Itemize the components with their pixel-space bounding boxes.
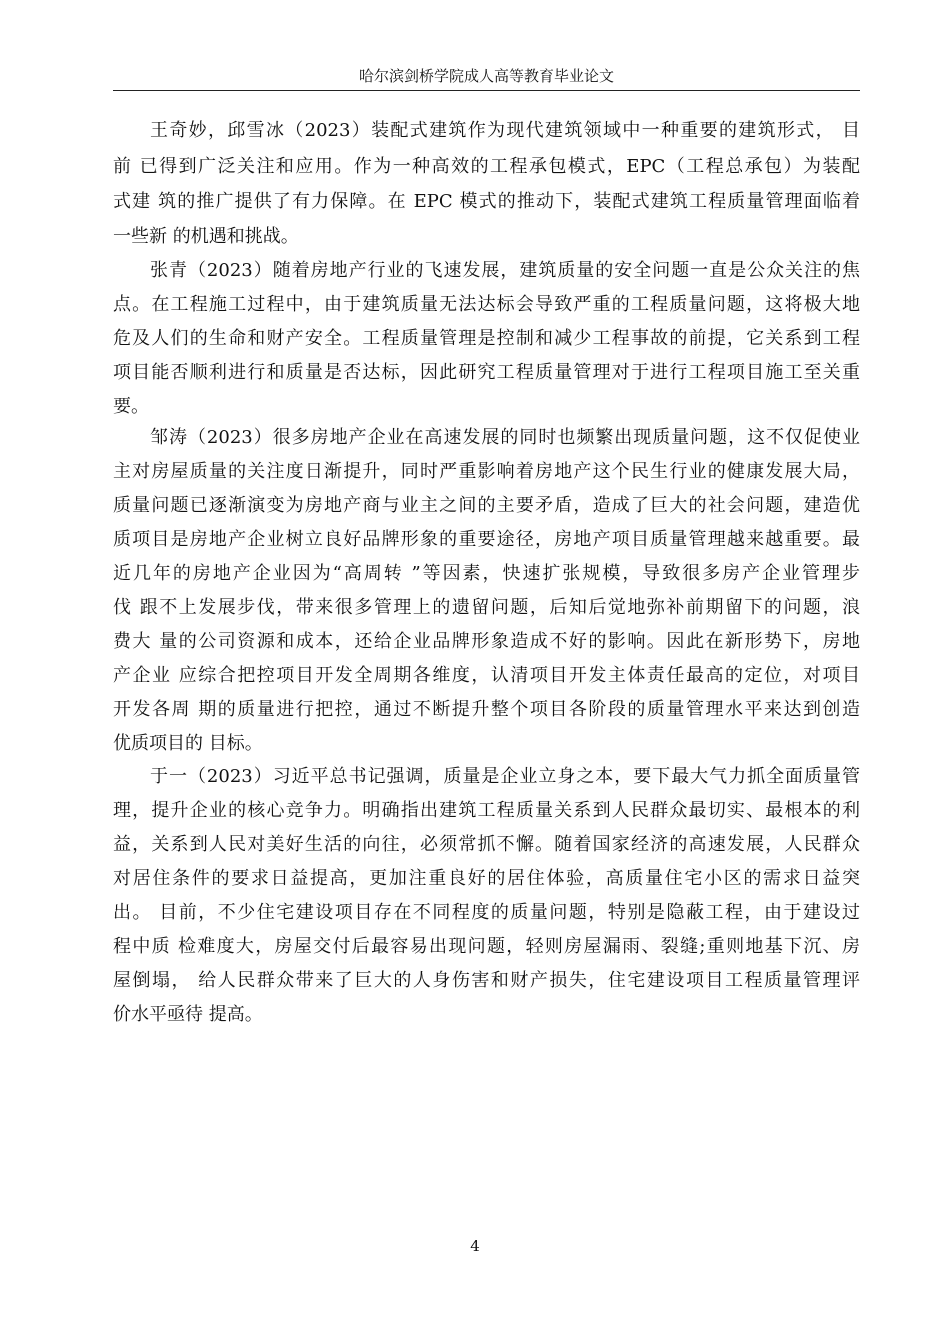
text-line: 一些新 的机遇和挑战。 xyxy=(113,226,299,247)
text-line: 项目能否顺利进行和质量是否达标，因此研究工程质量管理对于进行工程项目施工至关重 xyxy=(113,362,860,383)
text-line: 危及人们的生命和财产安全。工程质量管理是控制和减少工程事故的前提，它关系到工程 xyxy=(113,328,860,349)
text-line: 价水平亟待 提高。 xyxy=(113,1004,263,1025)
text-line: 式建 筑的推广提供了有力保障。在 EPC 模式的推动下，装配式建筑工程质量管理面临着 xyxy=(113,191,860,212)
text-line: 伐 跟不上发展步伐，带来很多管理上的遗留问题，后知后觉地弥补前期留下的问题，浪 xyxy=(113,597,860,618)
text-line: 点。在工程施工过程中，由于建筑质量无法达标会导致严重的工程质量问题，这将极大地 xyxy=(113,294,860,315)
text-line: 于一（2023）习近平总书记强调，质量是企业立身之本，要下最大气力抓全面质量管 xyxy=(150,766,860,787)
text-line: 对居住条件的要求日益提高，更加注重良好的居住体验，高质量住宅小区的需求日益突 xyxy=(113,868,860,889)
text-line: 质项目是房地产企业树立良好品牌形象的重要途径，房地产项目质量管理越来越重要。最 xyxy=(113,529,860,550)
text-line: 近几年的房地产企业因为“高周转 ”等因素，快速扩张规模，导致很多房产企业管理步 xyxy=(113,563,860,584)
text-line: 程中质 检难度大，房屋交付后最容易出现问题，轻则房屋漏雨、裂缝;重则地基下沉、房 xyxy=(113,936,860,957)
text-line: 要。 xyxy=(113,396,149,417)
text-line: 质量问题已逐渐演变为房地产商与业主之间的主要矛盾，造成了巨大的社会问题，建造优 xyxy=(113,495,860,516)
text-line: 屋倒塌， 给人民群众带来了巨大的人身伤害和财产损失，住宅建设项目工程质量管理评 xyxy=(113,970,860,991)
page-header: 哈尔滨剑桥学院成人高等教育毕业论文 xyxy=(358,67,614,85)
text-line: 前 已得到广泛关注和应用。作为一种高效的工程承包模式，EPC（工程总承包）为装配 xyxy=(113,156,860,177)
text-line: 益，关系到人民对美好生活的向往，必须常抓不懈。随着国家经济的高速发展，人民群众 xyxy=(113,834,860,855)
header-rule xyxy=(113,90,860,91)
page-number: 4 xyxy=(470,1237,480,1255)
text-line: 优质项目的 目标。 xyxy=(113,733,263,754)
text-line: 主对房屋质量的关注度日渐提升，同时严重影响着房地产这个民生行业的健康发展大局， xyxy=(113,461,860,482)
text-line: 张青（2023）随着房地产行业的飞速发展，建筑质量的安全问题一直是公众关注的焦 xyxy=(150,260,860,281)
text-line: 出。 目前，不少住宅建设项目存在不同程度的质量问题，特别是隐蔽工程，由于建设过 xyxy=(113,902,860,923)
text-line: 王奇妙，邱雪冰（2023）装配式建筑作为现代建筑领域中一种重要的建筑形式， 目 xyxy=(150,120,860,141)
text-line: 理，提升企业的核心竞争力。明确指出建筑工程质量关系到人民群众最切实、最根本的利 xyxy=(113,800,860,821)
text-line: 开发各周 期的质量进行把控，通过不断提升整个项目各阶段的质量管理水平来达到创造 xyxy=(113,699,860,720)
text-line: 邹涛（2023）很多房地产企业在高速发展的同时也频繁出现质量问题，这不仅促使业 xyxy=(150,427,860,448)
text-line: 产企业 应综合把控项目开发全周期各维度，认清项目开发主体责任最高的定位，对项目 xyxy=(113,665,860,686)
text-line: 费大 量的公司资源和成本，还给企业品牌形象造成不好的影响。因此在新形势下，房地 xyxy=(113,631,860,652)
